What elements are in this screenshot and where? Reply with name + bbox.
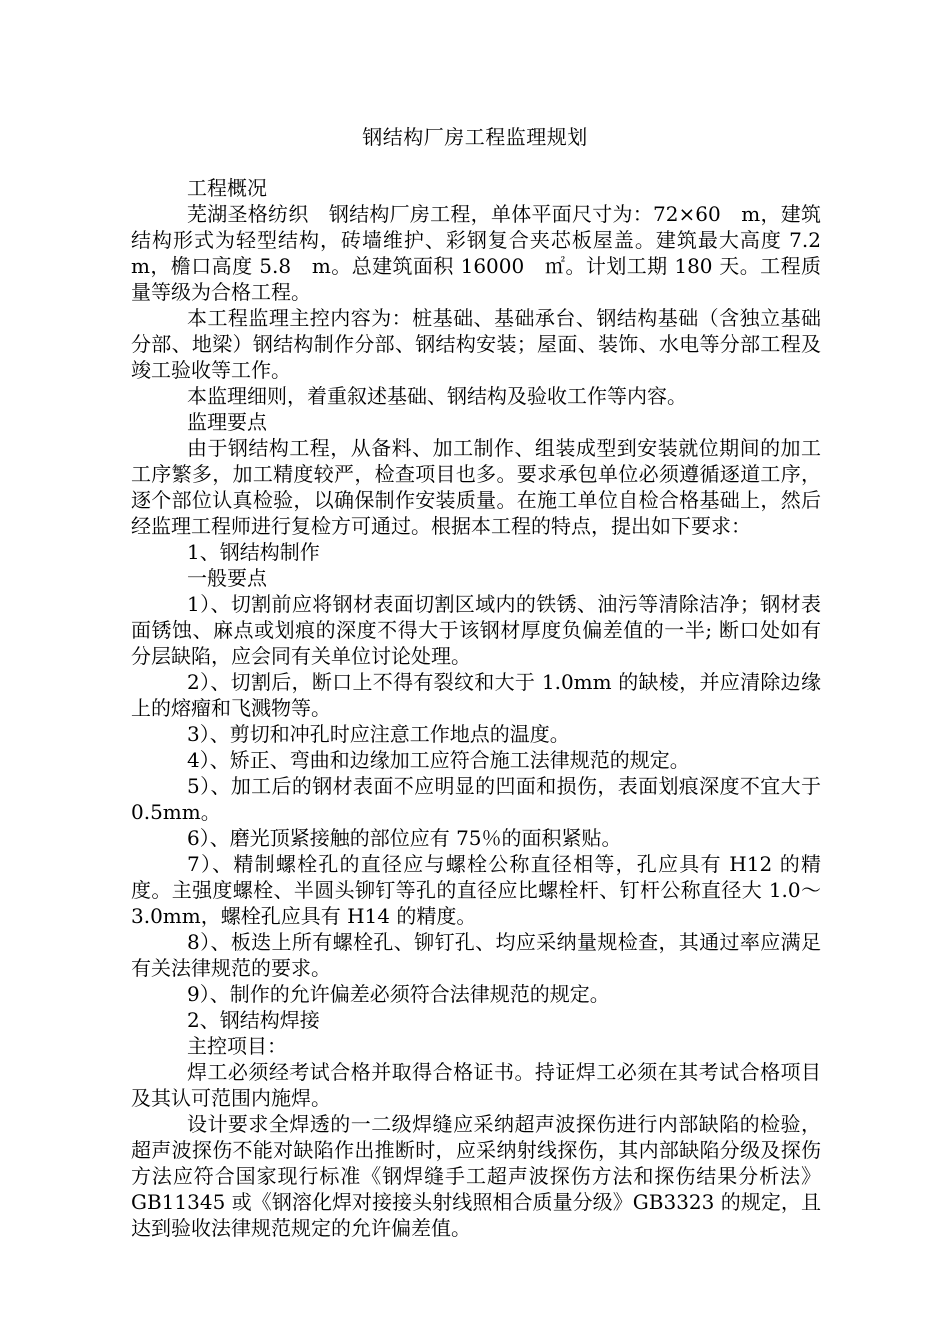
paragraph-welder-qualification: 焊工必须经考试合格并取得合格证书。持证焊工必须在其考试合格项目及其认可范围内施焊。 [131,1060,821,1110]
subheading-general-points: 一般要点 [187,566,267,590]
paragraph-project-info: 芜湖圣格纺织 钢结构厂房工程，单体平面尺寸为：72×60 m，建筑结构形式为轻型结构，砖墙维护、彩钢复合夹芯板屋盖。建筑最大高度 7.2 m，檐口高度 5.8 m。总建筑面积 16000 ㎡。计划工期 180 天。工程质量等级为合格工程。 [131,202,841,304]
list-item-6: 6）、磨光顶紧接触的部位应有 75％的面积紧贴。 [187,826,622,850]
section-heading-steel-welding: 2、钢结构焊接 [187,1008,320,1032]
section-heading-key-points: 监理要点 [187,410,267,434]
document-body [131,175,841,1241]
subheading-main-control-items: 主控项目： [187,1034,287,1058]
list-item-3: 3）、剪切和冲孔时应注意工作地点的温度。 [187,722,570,746]
paragraph-rules-focus: 本监理细则，着重叙述基础、钢结构及验收工作等内容。 [187,384,687,408]
paragraph-requirements-intro: 由于钢结构工程，从备料、加工制作、组装成型到安装就位期间的加工工序繁多，加工精度较严，检查项目也多。要求承包单位必须遵循逐道工序，逐个部位认真检验，以确保制作安装质量。在施工单位自检合格基础上，然后经监理工程师进行复检方可通过。根据本工程的特点，提出如下要求： [131,436,821,538]
section-heading-overview: 工程概况 [187,176,267,200]
section-heading-steel-fabrication: 1、钢结构制作 [187,540,320,564]
list-item-2: 2）、切割后，断口上不得有裂纹和大于 1.0mm 的缺棱，并应清除边缘上的熔瘤和飞溅物等。 [131,670,821,720]
list-item-9: 9）、制作的允许偏差必须符合法律规范的规定。 [187,982,610,1006]
list-item-1: 1）、切割前应将钢材表面切割区域内的铁锈、油污等清除洁净；钢材表面锈蚀、麻点或划痕的深度不得大于该钢材厚度负偏差值的一半; 断口处如有分层缺陷，应会同有关单位讨论处理。 [131,592,821,668]
list-item-4: 4）、矫正、弯曲和边缘加工应符合施工法律规范的规定。 [187,748,690,772]
list-item-8: 8）、板迭上所有螺栓孔、铆钉孔、均应采纳量规检查，其通过率应满足有关法律规范的要求。 [131,930,821,980]
paragraph-supervision-scope: 本工程监理主控内容为：桩基础、基础承台、钢结构基础（含独立基础分部、地梁）钢结构制作分部、钢结构安装；屋面、装饰、水电等分部工程及竣工验收等工作。 [131,306,821,382]
list-item-7: 7）、精制螺栓孔的直径应与螺栓公称直径相等，孔应具有 H12 的精度。主强度螺栓、半圆头铆钉等孔的直径应比螺栓杆、钉杆公称直径大 1.0～3.0mm，螺栓孔应具有 H14 的精度。 [131,852,821,928]
list-item-5: 5）、加工后的钢材表面不应明显的凹面和损伤，表面划痕深度不宜大于 0.5mm。 [131,774,821,824]
paragraph-weld-inspection: 设计要求全焊透的一二级焊缝应采纳超声波探伤进行内部缺陷的检验，超声波探伤不能对缺陷作出推断时，应采纳射线探伤，其内部缺陷分级及探伤方法应符合国家现行标准《钢焊缝手工超声波探伤方法和探伤结果分析法》GB11345 或《钢溶化焊对接接头射线照相合质量分级》GB3323 的规定，且达到验收法律规范规定的允许偏差值。 [131,1112,821,1240]
document-title: 钢结构厂房工程监理规划 [362,125,588,149]
